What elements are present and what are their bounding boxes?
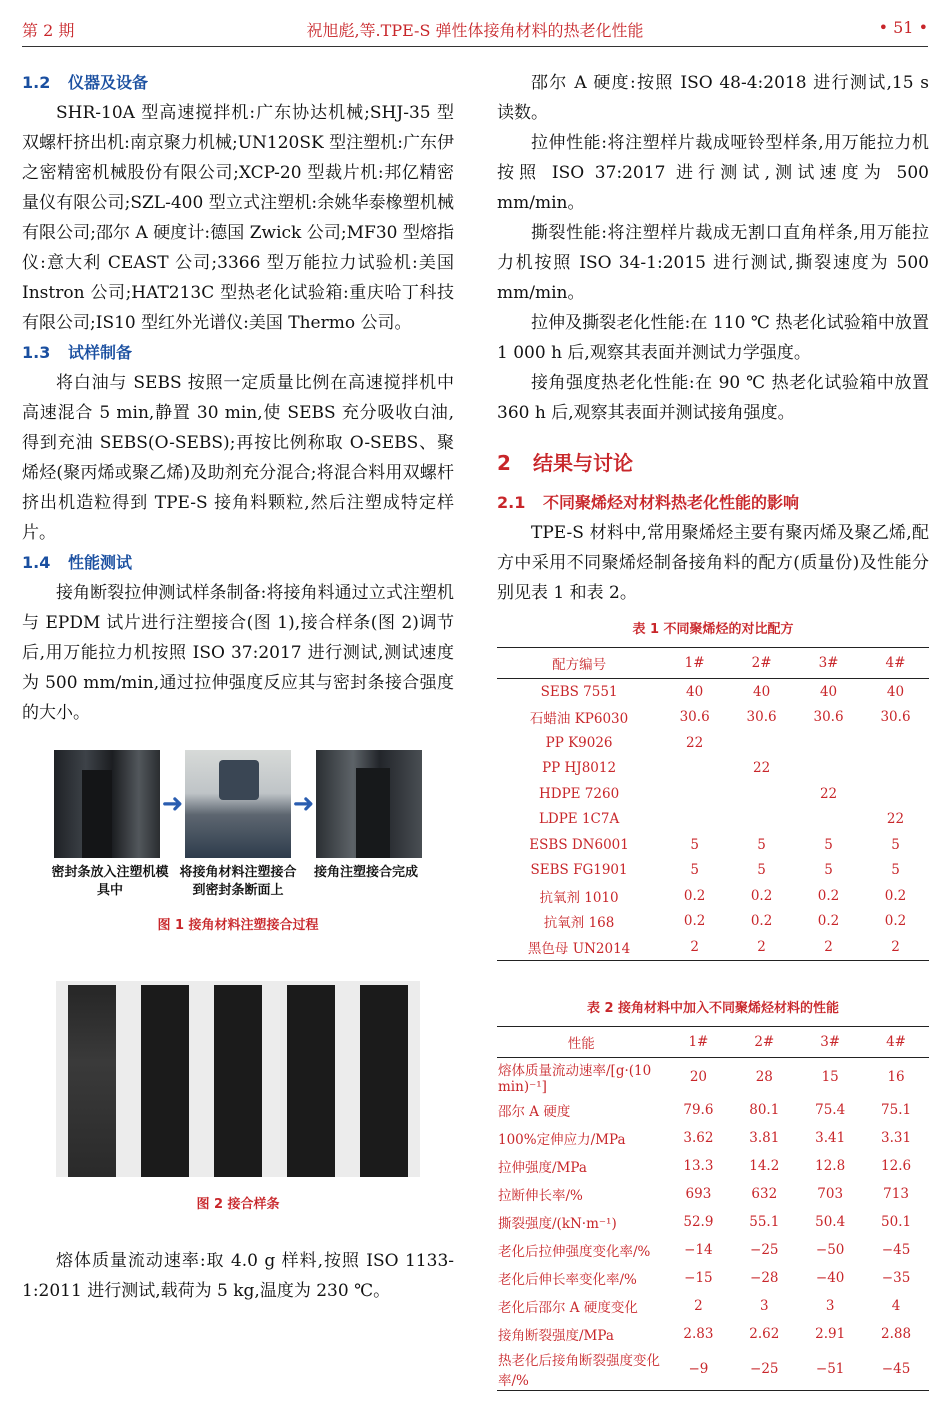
table-cell: 老化后拉伸强度变化率/%	[498, 1243, 651, 1260]
table-cell: 2	[891, 938, 900, 955]
table-cell: 75.1	[881, 1101, 912, 1118]
table-row	[497, 679, 929, 705]
table-cell: 0.2	[884, 913, 907, 930]
arrow-right-icon: ➜	[161, 789, 184, 819]
table-cell: 0.2	[750, 913, 773, 930]
table-cell: 55.1	[749, 1213, 780, 1230]
table-cell: −25	[750, 1360, 779, 1377]
table-cell: −35	[881, 1269, 911, 1286]
fig1-caption-3: 接角注塑接合完成	[313, 865, 418, 880]
table-cell: 石蜡油 KP6030	[529, 711, 629, 728]
table-cell: 12.6	[881, 1157, 912, 1174]
table-cell	[728, 730, 795, 756]
table-row	[497, 1320, 929, 1348]
table-cell: 5	[891, 862, 900, 879]
table-cell: 75.4	[815, 1101, 846, 1118]
table-row	[497, 858, 929, 884]
table-cell: 16	[887, 1068, 905, 1085]
table-header: 1#	[684, 655, 705, 671]
table-1	[497, 647, 929, 961]
table-cell: 22	[752, 760, 771, 777]
table-cell: 30.6	[880, 709, 911, 726]
table-cell: 22	[886, 811, 905, 828]
table-cell: 抗氧剂 1010	[539, 889, 619, 906]
table-cell: 抗氧剂 168	[543, 915, 615, 932]
table-cell: −14	[684, 1241, 713, 1258]
table-cell: 2.88	[881, 1325, 912, 1342]
table-cell: 5	[824, 836, 833, 853]
figure-1-title: 图 1 接角材料注塑接合过程	[157, 918, 319, 933]
table-cell: 接角断裂强度/MPa	[498, 1327, 614, 1344]
table-cell: −15	[684, 1269, 713, 1286]
table-cell: 79.6	[683, 1101, 714, 1118]
table-cell: −45	[881, 1360, 911, 1377]
table-header: 2#	[754, 1033, 775, 1050]
table-cell: 5	[757, 862, 766, 879]
table-2	[497, 1026, 929, 1391]
table-cell: 22	[686, 734, 704, 751]
table-cell: 2.91	[815, 1325, 846, 1342]
section-2-heading: 2 结果与讨论	[497, 451, 633, 475]
table-cell: 5	[690, 862, 699, 879]
table-cell: 3	[825, 1297, 835, 1314]
table-row	[497, 1208, 929, 1236]
table-cell: 28	[755, 1068, 773, 1085]
table-cell: 2	[694, 1297, 703, 1314]
table-cell: 13.3	[683, 1157, 714, 1174]
section-1-4-heading: 1.4 性能测试	[22, 553, 133, 572]
table-header: 性能	[567, 1035, 595, 1052]
table-cell: 0.2	[683, 913, 706, 930]
table-header: 4#	[886, 1033, 906, 1050]
table-cell: −45	[881, 1241, 911, 1258]
photo-joint-strips	[56, 981, 420, 1177]
tear-test-text: 撕裂性能:将注塑样片裁成无割口直角样条,用万能拉力机按照 ISO 34-1:2015 进行测试,撕裂速度为 500 mm/min。	[497, 223, 929, 303]
table-cell: SEBS FG1901	[530, 862, 628, 879]
table-cell: 3.31	[881, 1129, 912, 1146]
table-cell: 老化后邵尔 A 硬度变化	[498, 1299, 638, 1316]
table-cell: 0.2	[817, 887, 840, 904]
table-cell: −40	[815, 1269, 845, 1286]
table-row	[497, 1180, 929, 1208]
table-cell: 22	[819, 785, 838, 802]
table-cell: HDPE 7260	[538, 785, 620, 802]
table-cell: 14.2	[749, 1157, 780, 1174]
table-cell: 0.2	[750, 887, 773, 904]
table-cell: 632	[751, 1185, 778, 1202]
table-cell: 40	[686, 683, 704, 700]
fig1-caption-1: 密封条放入注塑机模具中	[51, 865, 169, 898]
table-1-title: 表 1 不同聚烯烃的对比配方	[632, 622, 794, 637]
table-cell: 黑色母 UN2014	[527, 940, 631, 957]
section-2-1-text: TPE-S 材料中,常用聚烯烃主要有聚丙烯及聚乙烯,配方中采用不同聚烯烃制备接角料的配方(质量份)及性能分别见表 1 和表 2。	[497, 523, 929, 603]
table-cell: 拉断伸长率/%	[498, 1187, 583, 1204]
table-cell: 713	[883, 1185, 909, 1202]
table-cell: 2	[757, 938, 766, 955]
table-cell: PP K9026	[545, 734, 613, 751]
table-cell: 2.62	[749, 1325, 780, 1342]
table-cell: 40	[752, 683, 771, 700]
table-cell: ESBS DN6001	[529, 836, 629, 853]
page-header	[22, 12, 928, 42]
table-row	[497, 1096, 929, 1124]
table-cell	[795, 756, 862, 782]
table-row	[497, 1264, 929, 1292]
aging-test-text: 拉伸及撕裂老化性能:在 110 ℃ 热老化试验箱中放置 1 000 h 后,观察其表面并测试力学强度。	[497, 313, 929, 363]
table-cell: 100%定伸应力/MPa	[498, 1131, 626, 1148]
table-row	[497, 1236, 929, 1264]
table-cell: 693	[685, 1185, 712, 1202]
figure-2-title: 图 2 接合样条	[196, 1197, 280, 1212]
section-1-3-heading: 1.3 试样制备	[22, 343, 133, 362]
page-number: • 51 •	[878, 18, 928, 37]
table-2-title: 表 2 接角材料中加入不同聚烯烃材料的性能	[586, 1000, 840, 1016]
table-cell: 80.1	[749, 1101, 780, 1118]
table-row	[497, 1292, 929, 1320]
table-row	[497, 883, 929, 909]
table-cell: 0.2	[817, 913, 840, 930]
table-cell: 30.6	[746, 709, 777, 726]
table-header: 2#	[751, 655, 772, 671]
table-cell: 5	[690, 836, 699, 853]
table-cell: 15	[821, 1068, 839, 1085]
table-cell: 老化后伸长率变化率/%	[498, 1271, 637, 1288]
table-row	[497, 730, 929, 756]
table-header: 1#	[688, 1033, 709, 1050]
table-header: 3#	[818, 655, 839, 671]
table-cell: 3	[759, 1297, 769, 1314]
hardness-test-text: 邵尔 A 硬度:按照 ISO 48-4:2018 进行测试,15 s 读数。	[497, 73, 929, 123]
section-1-2-text: SHR-10A 型高速搅拌机:广东协达机械;SHJ-35 型双螺杆挤出机:南京聚力机械;UN120SK 型注塑机:广东伊之密精密机械股份有限公司;XCP-20 型裁片机:邦亿精密量仪有限公司;SZL-400 型立式注塑机:余姚华泰橡塑机械有限公司;邵尔 A 硬度计:德国 Zwick 公司;MF30 型熔指仪:意大利 CEAST 公司;3366 型万能拉力试验机:美国 Instron 公司;HAT213C 型热老化试验箱:重庆哈丁科技有限公司;IS10 型红外光谱仪:美国 Thermo 公司。	[22, 103, 454, 333]
table-cell: 0.2	[884, 887, 907, 904]
table-row	[497, 1152, 929, 1180]
section-1-2-heading: 1.2 仪器及设备	[22, 73, 149, 92]
table-cell: −28	[750, 1269, 779, 1286]
header-rule	[22, 46, 928, 47]
fig1-caption-2: 将接角材料注塑接合到密封条断面上	[179, 865, 297, 898]
table-cell: 50.1	[881, 1213, 912, 1230]
table-cell: LDPE 1C7A	[538, 811, 620, 828]
table-cell: 4	[891, 1297, 901, 1314]
table-header: 3#	[820, 1033, 841, 1050]
table-cell: −25	[750, 1241, 779, 1258]
table-row	[497, 756, 929, 782]
issue-number: 第 2 期	[22, 21, 75, 40]
table-cell: 热老化后接角断裂强度变化率/%	[498, 1352, 660, 1389]
table-cell: 熔体质量流动速率/[g·(10 min)⁻¹]	[498, 1062, 652, 1095]
table-cell: −50	[815, 1241, 845, 1258]
table-cell: 2	[690, 938, 699, 955]
table-cell	[661, 807, 728, 833]
table-cell	[728, 807, 795, 833]
figure-1	[22, 750, 454, 933]
table-row	[497, 1124, 929, 1152]
tensile-test-text: 拉伸性能:将注塑样片裁成哑铃型样条,用万能拉力机按照 ISO 37:2017 进行测试,测试速度为 500 mm/min。	[497, 133, 929, 213]
table-row	[497, 781, 929, 807]
table-row	[497, 909, 929, 935]
table-cell	[862, 781, 929, 807]
section-1-3-text: 将白油与 SEBS 按照一定质量比例在高速搅拌机中高速混合 5 min,静置 30 min,使 SEBS 充分吸收白油,得到充油 SEBS(O-SEBS);再按比例称取 O-SEBS、聚烯烃(聚丙烯或聚乙烯)及助剂充分混合;将混合料用双螺杆挤出机造粒得到 TPE-S 接角料颗粒,然后注塑成特定样片。	[22, 373, 454, 543]
table-cell: −9	[688, 1360, 709, 1377]
table-cell	[795, 807, 862, 833]
table-cell: SEBS 7551	[540, 683, 618, 700]
table-cell: 30.6	[813, 709, 844, 726]
table-cell: 2	[824, 938, 833, 955]
table-cell: 50.4	[815, 1213, 846, 1230]
section-1-4-text: 接角断裂拉伸测试样条制备:将接角料通过立式注塑机与 EPDM 试片进行注塑接合(图 1),接合样条(图 2)调节后,用万能拉力机按照 ISO 37:2017 进行测试,测试速度为 500 mm/min,通过拉伸强度反应其与密封条接合强度的大小。	[22, 583, 454, 723]
table-cell: 5	[757, 836, 766, 853]
table-header: 4#	[885, 655, 906, 671]
joint-aging-test-text: 接角强度热老化性能:在 90 ℃ 热老化试验箱中放置 360 h 后,观察其表面并测试接角强度。	[497, 373, 929, 423]
mfr-test-text: 熔体质量流动速率:取 4.0 g 样料,按照 ISO 1133-1:2011 进行测试,载荷为 5 kg,温度为 230 ℃。	[22, 1251, 454, 1301]
right-column	[497, 68, 929, 1391]
table-row	[497, 705, 929, 731]
table-cell: 0.2	[683, 887, 706, 904]
table-cell: 3.41	[815, 1129, 846, 1146]
table-cell: 3.62	[683, 1129, 714, 1146]
table-cell: 20	[689, 1068, 707, 1085]
table-row	[497, 1057, 929, 1096]
table-cell: PP HJ8012	[542, 760, 617, 777]
table-cell	[862, 730, 929, 756]
photo-joint-done	[316, 750, 422, 858]
table-cell: 2.83	[683, 1325, 714, 1342]
table-cell: 拉伸强度/MPa	[498, 1159, 587, 1176]
table-cell: 12.8	[815, 1157, 846, 1174]
table-cell	[661, 756, 728, 782]
table-cell	[795, 730, 862, 756]
table-cell: 40	[886, 683, 905, 700]
table-cell: 40	[819, 683, 838, 700]
table-cell: 5	[891, 836, 900, 853]
table-row	[497, 1348, 929, 1391]
table-cell: 3.81	[749, 1129, 780, 1146]
table-cell: 邵尔 A 硬度	[498, 1103, 571, 1120]
table-cell: 5	[824, 862, 833, 879]
table-row	[497, 807, 929, 833]
table-row	[497, 934, 929, 960]
table-row	[497, 832, 929, 858]
left-column	[22, 68, 454, 1306]
table-cell: 撕裂强度/(kN·m⁻¹)	[498, 1215, 617, 1232]
table-cell: 703	[817, 1185, 844, 1202]
table-cell: 30.6	[679, 709, 710, 726]
table-header: 配方编号	[552, 657, 607, 673]
arrow-right-icon: ➜	[292, 789, 315, 819]
table-cell: −51	[815, 1360, 845, 1377]
table-cell	[661, 781, 728, 807]
figure-2	[22, 981, 454, 1212]
table-cell	[728, 781, 795, 807]
photo-mold-seal	[54, 750, 160, 858]
photo-injection-machine	[185, 750, 291, 858]
table-cell: 52.9	[683, 1213, 714, 1230]
running-title: 祝旭彪,等.TPE-S 弹性体接角材料的热老化性能	[306, 21, 644, 40]
table-cell	[862, 756, 929, 782]
section-2-1-heading: 2.1 不同聚烯烃对材料热老化性能的影响	[497, 493, 800, 512]
